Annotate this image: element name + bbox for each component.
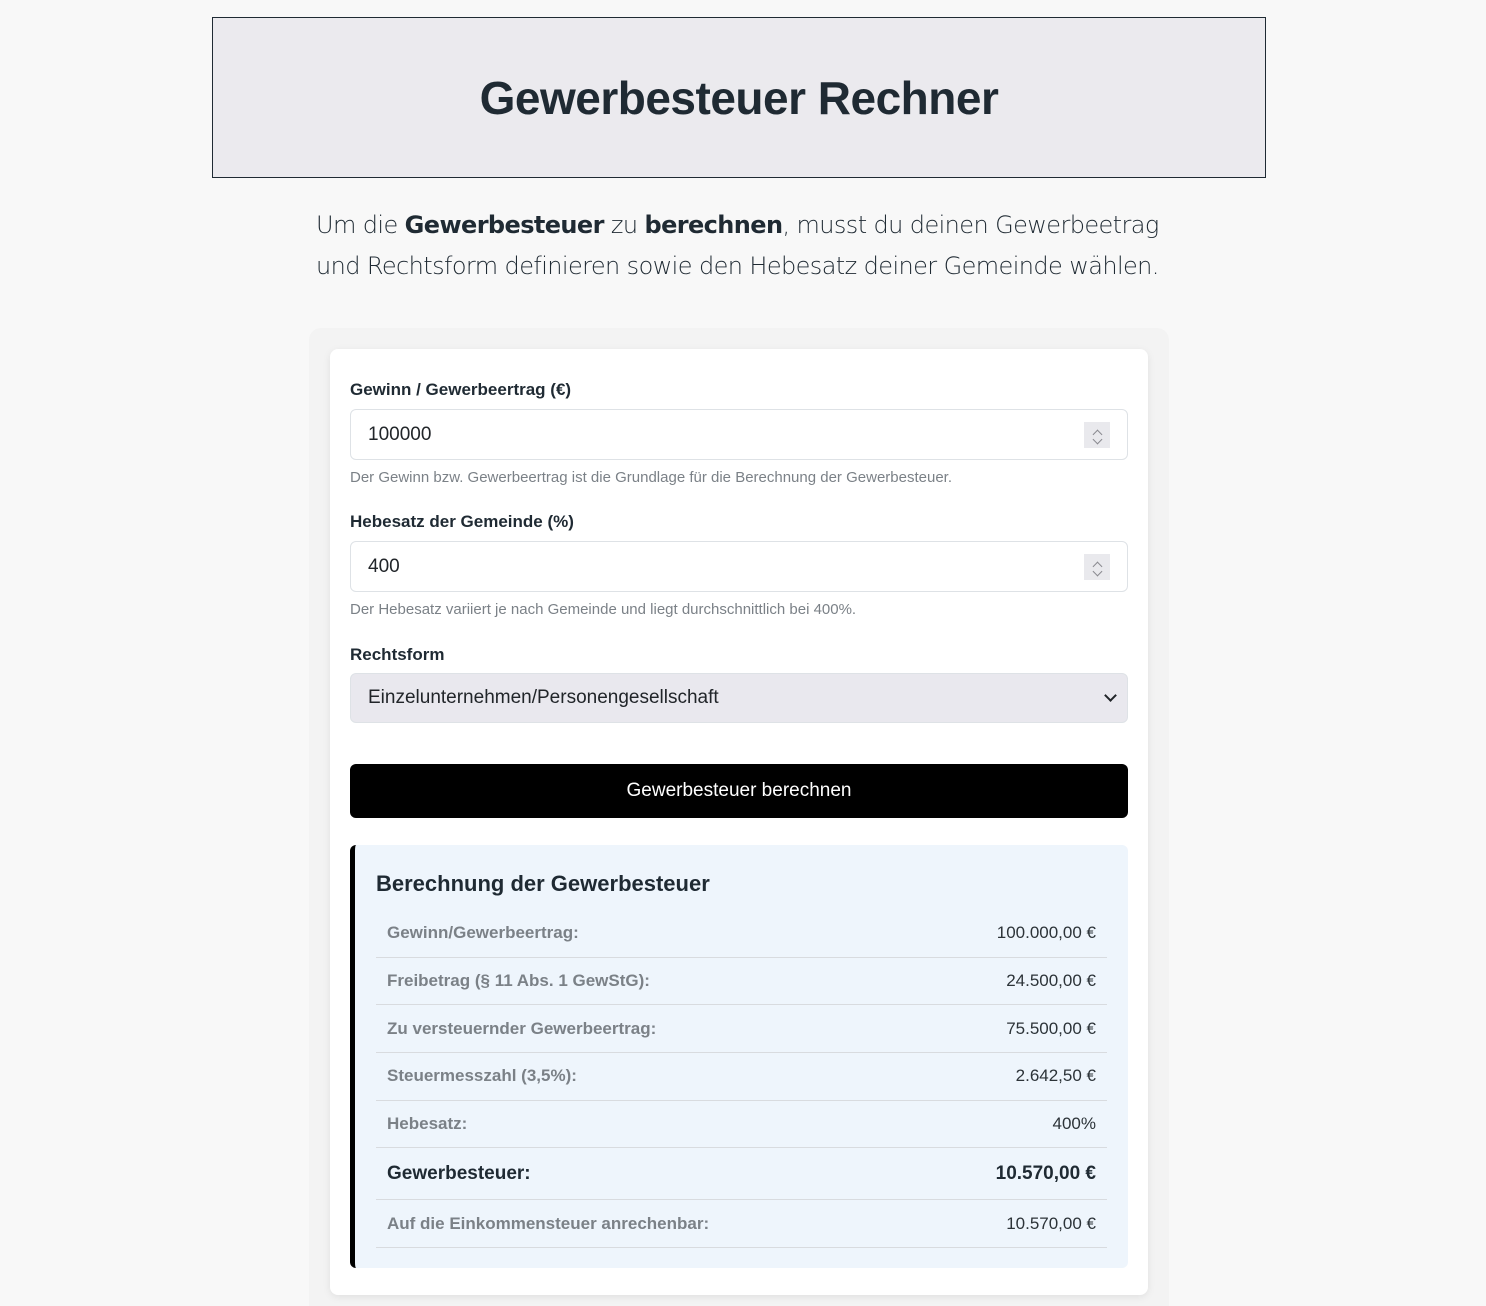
hebesatz-stepper[interactable] xyxy=(1084,554,1110,580)
hebesatz-help: Der Hebesatz variiert je nach Gemeinde und liegt durchschnittlich bei 400%. xyxy=(350,601,857,618)
row-label: Gewerbesteuer: xyxy=(387,1162,531,1184)
table-row xyxy=(376,958,1107,1006)
intro-text xyxy=(316,205,1176,287)
row-label: Hebesatz: xyxy=(387,1114,468,1134)
hebesatz-input-wrapper xyxy=(350,541,1128,592)
row-value: 75.500,00 € xyxy=(1006,1018,1096,1038)
row-value: 2.642,50 € xyxy=(1015,1066,1096,1086)
table-row xyxy=(376,1053,1107,1101)
row-label: Gewinn/Gewerbeertrag: xyxy=(387,923,579,943)
intro-part: zu xyxy=(603,211,645,239)
intro-part: Um die xyxy=(316,211,405,239)
row-value: 10.570,00 € xyxy=(995,1162,1096,1184)
rechtsform-select[interactable] xyxy=(350,673,1128,723)
page-title: Gewerbesteuer Rechner xyxy=(479,71,999,124)
calculate-button[interactable]: Gewerbesteuer berechnen xyxy=(350,764,1128,818)
row-label: Auf die Einkommensteuer anrechenbar: xyxy=(387,1213,710,1233)
chevron-down-icon xyxy=(1104,689,1117,702)
gewinn-stepper[interactable] xyxy=(1084,422,1110,448)
row-label: Steuermesszahl (3,5%): xyxy=(387,1066,577,1086)
rechtsform-label: Rechtsform xyxy=(350,645,445,664)
table-row xyxy=(376,1200,1107,1248)
row-value: 400% xyxy=(1052,1114,1096,1134)
table-row xyxy=(376,910,1107,958)
rechtsform-selected: Einzelunternehmen/Personengesellschaft xyxy=(368,687,719,708)
gewinn-label: Gewinn / Gewerbeertrag (€) xyxy=(350,380,572,399)
result-title: Berechnung der Gewerbesteuer xyxy=(376,871,710,896)
intro-bold: Gewerbesteuer xyxy=(404,211,604,239)
row-value: 10.570,00 € xyxy=(1006,1213,1096,1233)
gewinn-input-wrapper xyxy=(350,409,1128,460)
row-label: Freibetrag (§ 11 Abs. 1 GewStG): xyxy=(387,971,650,991)
row-value: 24.500,00 € xyxy=(1006,971,1096,991)
result-table xyxy=(376,910,1107,1248)
page-header xyxy=(212,17,1266,178)
calculator-card xyxy=(330,349,1148,1295)
row-value: 100.000,00 € xyxy=(996,923,1096,943)
intro-bold: berechnen xyxy=(644,211,783,239)
table-row xyxy=(376,1101,1107,1149)
gewinn-input[interactable] xyxy=(368,424,1048,446)
table-row-total xyxy=(376,1148,1107,1200)
table-row xyxy=(376,1005,1107,1053)
intro-part: , musst du deinen Gewerbeetrag und Rechtsform definieren sowie den Hebesatz deiner Gemeinde wählen. xyxy=(316,211,1159,280)
result-panel xyxy=(350,845,1128,1268)
hebesatz-label: Hebesatz der Gemeinde (%) xyxy=(350,512,574,531)
hebesatz-input[interactable] xyxy=(368,556,1048,578)
gewinn-help: Der Gewinn bzw. Gewerbeertrag ist die Grundlage für die Berechnung der Gewerbesteuer. xyxy=(350,469,952,486)
row-label: Zu versteuernder Gewerbeertrag: xyxy=(387,1018,657,1038)
